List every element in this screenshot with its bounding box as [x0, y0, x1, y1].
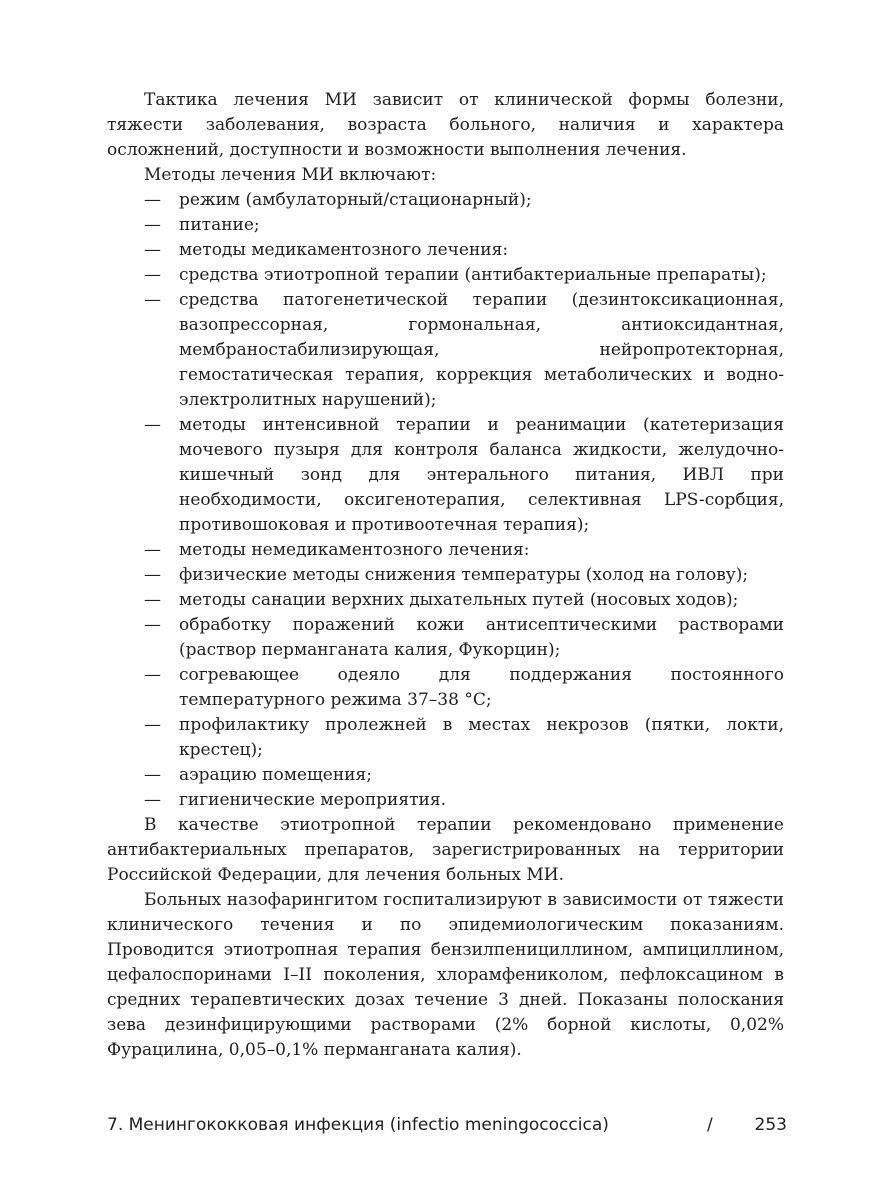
list-dash: —: [144, 215, 161, 235]
list-dash: —: [144, 240, 161, 260]
list-item: [107, 188, 784, 213]
list-dash: —: [144, 790, 161, 810]
paragraph-etiotropic-therapy: В качестве этиотропной терапии рекомендовано применение антибактериальных препаратов, зарегистрированных на территории Российской Федерации, для лечения больных МИ.: [107, 815, 784, 885]
list-dash: —: [144, 415, 161, 435]
list-item-text: профилактику пролежней в местах некрозов (пятки, локти, крестец);: [179, 715, 784, 760]
list-item: [107, 213, 784, 238]
page-number: 253: [754, 1115, 787, 1135]
list-item-text: средства патогенетической терапии (дезинтоксикационная, вазопрессорная, гормональная, антиоксидантная, мембраностабилизирующая, нейропротекторная, гемостатическая терапия, коррекция метаболических и водно-электролитных нарушений);: [179, 290, 784, 410]
list-item-text: методы интенсивной терапии и реанимации (катетеризация мочевого пузыря для контроля баланса жидкости, желудочно-кишечный зонд для энтерального питания, ИВЛ при необходимости, оксигенотерапия, селективная LPS-сорбция, противошоковая и противоотечная терапия);: [179, 415, 784, 535]
paragraph-methods-intro: Методы лечения МИ включают:: [144, 165, 437, 185]
list-item: [107, 563, 784, 588]
list-item: [107, 763, 784, 788]
list-dash: —: [144, 290, 161, 310]
list-item: [107, 613, 784, 663]
list-item-text: согревающее одеяло для поддержания постоянного температурного режима 37–38 °C;: [179, 665, 784, 710]
list-item: [107, 238, 784, 263]
list-dash: —: [144, 665, 161, 685]
running-chapter-title: 7. Менингококковая инфекция (infectio meningococcica): [107, 1115, 609, 1135]
list-dash: —: [144, 540, 161, 560]
list-dash: —: [144, 190, 161, 210]
page-body: [107, 88, 784, 1063]
list-item-text: гигиенические мероприятия.: [179, 790, 446, 810]
list-dash: —: [144, 715, 161, 735]
list-dash: —: [144, 590, 161, 610]
list-item-text: физические методы снижения температуры (холод на голову);: [179, 565, 749, 585]
paragraph-treatment-tactics: Тактика лечения МИ зависит от клинической формы болезни, тяжести заболевания, возраста больного, наличия и характера осложнений, доступности и возможности выполнения лечения.: [107, 90, 784, 160]
list-item: [107, 413, 784, 538]
list-item: [107, 713, 784, 763]
list-item-text: методы санации верхних дыхательных путей (носовых ходов);: [179, 590, 739, 610]
list-item-text: обработку поражений кожи антисептическими растворами (раствор перманганата калия, Фукорцин);: [179, 615, 784, 660]
list-item: [107, 663, 784, 713]
list-item: [107, 588, 784, 613]
list-item-text: питание;: [179, 215, 260, 235]
treatment-methods-list: [107, 188, 784, 813]
list-item-text: режим (амбулаторный/стационарный);: [179, 190, 532, 210]
footer-separator: /: [707, 1115, 713, 1135]
list-item-text: средства этиотропной терапии (антибактериальные препараты);: [179, 265, 767, 285]
list-dash: —: [144, 765, 161, 785]
page-footer: [107, 1112, 787, 1138]
list-item-text: методы медикаментозного лечения:: [179, 240, 509, 260]
list-dash: —: [144, 565, 161, 585]
paragraph-nasopharyngitis: Больных назофарингитом госпитализируют в зависимости от тяжести клинического течения и по эпидемиологическим показаниям. Проводится этиотропная терапия бензилпенициллином, ампициллином, цефалоспоринами I–II поколения, хлорамфениколом, пефлоксацином в средних терапевтических дозах течение 3 дней. Показаны полоскания зева дезинфицирующими растворами (2% борной кислоты, 0,02% Фурацилина, 0,05–0,1% перманганата калия).: [107, 890, 784, 1060]
list-item: [107, 538, 784, 563]
list-item-text: аэрацию помещения;: [179, 765, 372, 785]
list-dash: —: [144, 615, 161, 635]
list-item: [107, 288, 784, 413]
list-item: [107, 263, 784, 288]
list-item: [107, 788, 784, 813]
list-item-text: методы немедикаментозного лечения:: [179, 540, 530, 560]
list-dash: —: [144, 265, 161, 285]
